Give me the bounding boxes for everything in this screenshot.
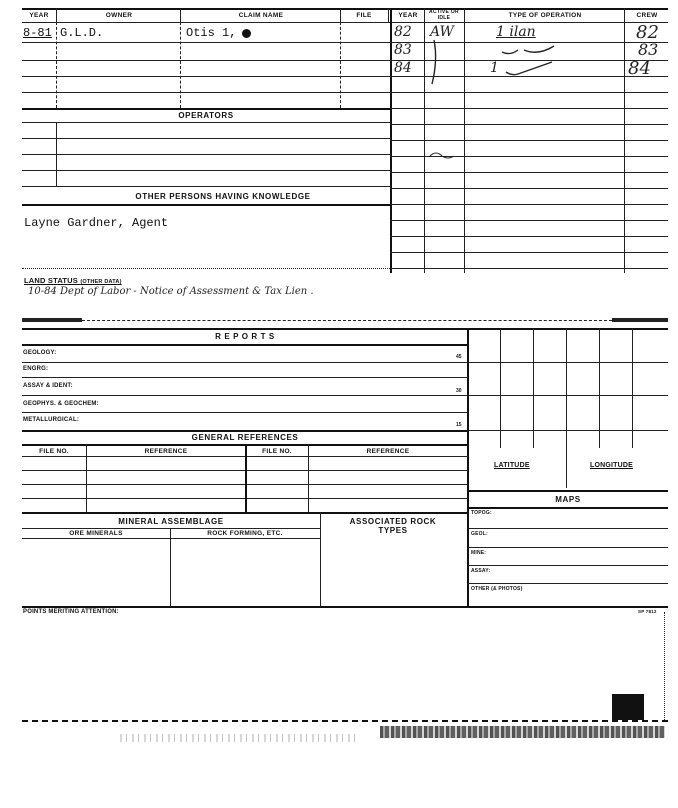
header-year-2: YEAR	[398, 12, 418, 19]
handwritten-squiggle	[428, 150, 458, 162]
form-code: SP 7812	[638, 609, 657, 614]
latitude-label: LATITUDE	[494, 462, 530, 469]
ref-col-reference-2: REFERENCE	[366, 448, 410, 455]
handwritten-checkmark-83	[498, 44, 568, 58]
report-geology: GEOLOGY:	[23, 350, 57, 356]
land-status-subtitle: (OTHER DATA)	[80, 279, 122, 285]
scan-noise-strip	[380, 726, 665, 738]
activity-status-aw: AW	[430, 24, 454, 40]
entry-year: 8-81	[23, 26, 52, 40]
report-assay-num: 30	[456, 388, 462, 394]
general-references-title: GENERAL REFERENCES	[191, 433, 299, 442]
report-geology-num: 45	[456, 354, 462, 360]
header-type-of-operation: TYPE OF OPERATION	[508, 12, 582, 19]
map-other: OTHER (& PHOTOS)	[471, 586, 523, 592]
scan-block	[612, 694, 644, 720]
map-geol: GEOL:	[471, 531, 488, 537]
handwritten-bracket	[426, 38, 446, 88]
activity-crew-82: 82	[636, 22, 659, 43]
map-mine: MINE:	[471, 550, 487, 556]
activity-year-84: 84	[394, 60, 412, 76]
report-metallurgical: METALLURGICAL:	[23, 417, 80, 423]
report-assay: ASSAY & IDENT:	[23, 383, 73, 389]
operators-title: OPERATORS	[178, 111, 234, 120]
report-geophys: GEOPHYS. & GEOCHEM:	[23, 401, 99, 407]
other-persons-value: Layne Gardner, Agent	[24, 216, 169, 230]
redaction-bar-left	[22, 318, 82, 322]
report-metallurgical-num: 15	[456, 422, 462, 428]
mineral-assemblage-title: MINERAL ASSEMBLAGE	[118, 517, 224, 526]
longitude-label: LONGITUDE	[590, 462, 634, 469]
activity-operation-1: 1 ilan	[496, 24, 536, 40]
map-topog: TOPOG:	[471, 510, 492, 516]
report-engrg: ENGRG:	[23, 366, 49, 372]
header-year: YEAR	[29, 12, 49, 19]
reports-title: R E P O R T S	[215, 332, 275, 341]
land-status-note: 10-84 Dept of Labor - Notice of Assessment & Tax Lien .	[28, 286, 314, 297]
activity-crew-84: 84	[628, 58, 651, 79]
activity-year-82: 82	[394, 24, 412, 40]
maps-title: MAPS	[555, 495, 581, 504]
ore-minerals-header: ORE MINERALS	[69, 530, 123, 537]
stamp-mark	[242, 29, 251, 38]
entry-claim-name: Otis 1,	[186, 26, 237, 40]
handwritten-checkmark-84	[502, 60, 562, 78]
header-file: FILE	[356, 12, 372, 19]
scan-noise-strip-faint	[120, 734, 360, 742]
redaction-bar-right	[612, 318, 668, 322]
rock-forming-header: ROCK FORMING, ETC.	[207, 530, 283, 537]
header-crew: CREW	[636, 12, 658, 19]
other-persons-title: OTHER PERSONS HAVING KNOWLEDGE	[135, 192, 311, 201]
ref-col-file-no-2: FILE NO.	[262, 448, 292, 455]
activity-crew-83: 83	[638, 40, 659, 59]
ref-col-file-no-1: FILE NO.	[39, 448, 69, 455]
activity-operation-84: 1	[490, 60, 499, 76]
points-meriting-title: POINTS MERITING ATTENTION:	[23, 609, 119, 615]
header-owner: OWNER	[105, 12, 133, 19]
land-status-title	[24, 276, 122, 285]
header-active-idle: ACTIVE OR IDLE	[429, 9, 459, 21]
associated-rock-types: ASSOCIATED ROCK TYPES	[349, 517, 437, 535]
land-status-heading: LAND STATUS	[24, 276, 79, 285]
map-assay: ASSAY:	[471, 568, 491, 574]
entry-owner: G.L.D.	[60, 26, 104, 40]
activity-year-83: 83	[394, 42, 412, 58]
ref-col-reference-1: REFERENCE	[144, 448, 188, 455]
header-claim-name: CLAIM NAME	[238, 12, 284, 19]
